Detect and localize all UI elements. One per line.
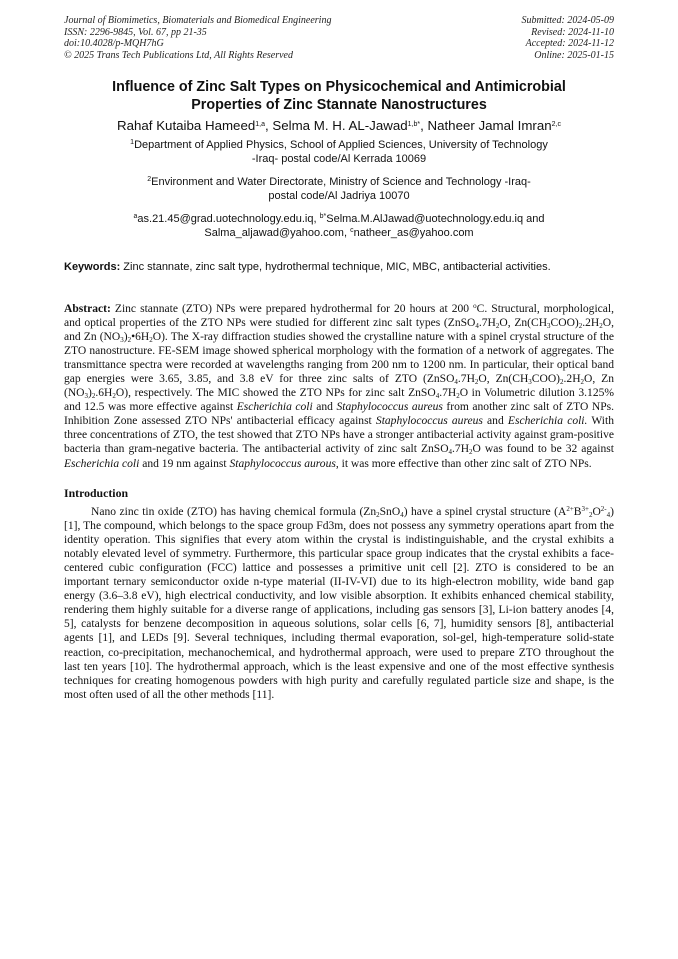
abstract-text: •6H (131, 330, 150, 343)
species-name: Escherichia coli (236, 401, 313, 414)
subscript: 4 (475, 321, 479, 330)
introduction-paragraph (64, 505, 614, 702)
abstract-text: O was found to be 32 against (472, 443, 614, 456)
subscript: 2 (560, 377, 564, 386)
dates-info (522, 15, 615, 61)
abstract-text: .7H (478, 316, 496, 329)
species-name: Staphylococcus aurous (229, 457, 336, 470)
abstract-text: O, Zn(CH (499, 316, 548, 329)
affiliation-2-line-1: Environment and Water Directorate, Ministry of Science and Technology -Iraq- (151, 176, 531, 188)
subscript: 3 (547, 321, 551, 330)
intro-text: ) have a spinel crystal structure (A (403, 505, 567, 518)
author-2-affil: 1,b* (407, 121, 421, 128)
affiliation-1 (64, 138, 614, 166)
subscript: 2 (474, 377, 479, 386)
abstract-text: With three concentrations of ZTO, the test showed that ZTO NPs have a stronger antibacterial activity against gram-positive bacteria than gram-negative bacteria. The antibacterial activity of zinc salt ZnSO (64, 415, 614, 456)
email-c[interactable]: natheer_as@yahoo.com (353, 227, 474, 239)
abstract-text: COO) (531, 372, 561, 385)
superscript: 2- (600, 504, 607, 513)
subscript: 4 (400, 510, 404, 519)
abstract-text: and 19 nm against (139, 457, 230, 470)
email-c-mark: c (350, 227, 354, 234)
subscript: 2 (578, 321, 583, 330)
intro-text: B (573, 505, 582, 518)
introduction-heading: Introduction (64, 485, 129, 500)
abstract-text: O in Volumetric dilution 3.125% and 12.5 was more effective against (64, 387, 614, 414)
abstract-text: O, Zn (NO (64, 372, 615, 400)
subscript: 2 (376, 510, 380, 519)
subscript: 4 (435, 392, 440, 401)
species-name: Staphylococcus aureus (336, 401, 443, 414)
subscript: 2 (112, 392, 116, 401)
subscript: 2 (495, 321, 500, 330)
subscript: 3 (84, 392, 89, 401)
abstract-text: .6H (95, 387, 113, 400)
author-1: Rahaf Kutaiba Hameed (117, 118, 256, 133)
title-line-2: Properties of Zinc Stannate Nanostructures (191, 96, 487, 113)
subscript: 2 (580, 377, 585, 386)
author-3: Natheer Jamal Imran (427, 118, 552, 133)
keywords (64, 261, 614, 275)
affiliation-2 (64, 175, 614, 203)
subscript: 4 (454, 377, 458, 386)
author-emails (64, 212, 614, 240)
date-accepted: Accepted: 2024-11-12 (525, 38, 614, 49)
affiliation-1-line-1: Department of Applied Physics, School of Applied Sciences, University of Technology (134, 139, 548, 151)
affiliation-2-line-2: postal code/Al Jadriya 10070 (268, 190, 410, 202)
abstract-text: .2H (563, 372, 581, 385)
keywords-label: Keywords: (64, 261, 121, 273)
abstract-label: Abstract: (64, 302, 111, 315)
abstract-text: O). The X-ray diffraction studies showed the crystalline nature with a spinel crystal structure of the ZTO nanostructure. FE-SEM image showed spherical morphology with the formation of a network of aggregates. The transmittance spectra were recorded at wavelengths ranging from 200 nm to 1200 nm. In particular, their optical band gap energies were 3.65, 3.85, and 3.8 eV for three zinc salts of ZTO (ZnSO (64, 330, 614, 385)
author-list (64, 117, 614, 134)
subscript: 2 (588, 510, 593, 519)
abstract-text: , it was more effective than other zinc salt of ZTO NPs. (335, 457, 592, 470)
intro-text: ) [1], The compound, which belongs to the space group Fd3m, does not possess any symmetry operations apart from the identity operation. This signifies that every atom within the crystal is indistinguishable, and the crystal exhibits a notably elevated level of symmetry. Furthermore, this particular space group indicates that the crystal exhibits a face-centered cubic configuration (FCC) lattice and possesses a primitive unit cell [2]. ZTO is considered to be an important ternary semiconductor oxide n-type material (II-IV-VI) due to its high-electron mobility, wide band gap energy (3.6–3.8 eV), high electrical conductivity, and low visible absorption. It exhibits enhanced chemical stability, rendering them highly suitable for a diverse range of applications, including gas sensors [3], Li-ion battery anodes [4, 5], catalysts for benzene decomposition in aqueous solutions, solar cells [6, 7], humidity sensors [8], antibacterial agents [1], and LEDs [9]. Several techniques, including thermal evaporation, sol-gel, high-temperature solid-state reaction, co-precipitation, mechanochemical, and hydrothermal approach, were used to prepare ZTO throughout the last ten years [10]. The hydrothermal approach, which is the least expensive and one of the most effective synthesis techniques for creating homogenous powders with high purity and carefully regulated particle size and shape, is the most often used of all the other methods [11]. (64, 505, 614, 701)
intro-text: O (592, 505, 601, 518)
degree-mark: o (473, 301, 477, 310)
author-sep: , (420, 118, 428, 133)
abstract-text: .7H (457, 372, 475, 385)
intro-text: SnO (379, 505, 401, 518)
journal-issn: ISSN: 2296-9845, Vol. 67, pp 21-35 (64, 26, 207, 38)
subscript: 4 (606, 510, 611, 519)
abstract-text: O), respectively. The MIC showed the ZTO NPs for zinc salt ZnSO (115, 387, 436, 400)
abstract-text: O, Zn(CH (478, 372, 529, 385)
abstract-text: C. Structural, morphological, and optical properties of the ZTO NPs were studied for different zinc salt types (ZnSO (64, 302, 614, 329)
subscript: 2 (127, 335, 132, 344)
subscript: 4 (448, 448, 453, 457)
date-revised: Revised: 2024-11-10 (531, 26, 614, 38)
abstract-text: COO) (550, 316, 579, 329)
subscript: 2 (456, 392, 460, 401)
species-name: Escherichia coli. (507, 415, 588, 428)
email-b[interactable]: Selma.M.AlJawad@uotechnology.edu.iq and (326, 213, 545, 225)
abstract-text: .7H (439, 387, 457, 400)
subscript: 2 (149, 335, 153, 344)
superscript: 3+ (581, 504, 589, 513)
abstract (64, 302, 614, 471)
subscript: 2 (91, 392, 96, 401)
intro-text: Nano zinc tin oxide (ZTO) has having chemical formula (Zn (91, 505, 377, 518)
journal-info (64, 15, 331, 61)
subscript: 2 (469, 448, 473, 457)
affiliation-1-line-2: -Iraq- postal code/Al Kerrada 10069 (251, 153, 427, 165)
email-b-alt[interactable]: Salma_aljawad@yahoo.com, (204, 227, 351, 239)
abstract-text: O, and Zn (NO (64, 316, 614, 343)
paper-page (64, 15, 614, 702)
subscript: 3 (120, 335, 124, 344)
abstract-text: .2H (582, 316, 600, 329)
species-name: Escherichia coli (64, 457, 140, 470)
journal-copyright: © 2025 Trans Tech Publications Ltd, All Rights Reserved (64, 49, 293, 61)
author-sep: , (264, 118, 273, 133)
superscript: 2+ (566, 504, 574, 513)
title-line-1: Influence of Zinc Salt Types on Physicochemical and Antimicrobial (112, 79, 566, 95)
affiliation-1-number: 1 (130, 139, 135, 146)
email-a-mark: a (133, 213, 138, 220)
affiliation-2-number: 2 (147, 176, 152, 183)
paper-title (64, 79, 614, 114)
email-a[interactable]: as.21.45@grad.uotechnology.edu.iq, (137, 213, 320, 225)
abstract-text: and (482, 415, 508, 428)
journal-header (64, 15, 614, 61)
author-1-affil: 1,a (255, 121, 265, 128)
species-name: Staphylococcus aureus (375, 415, 483, 428)
author-3-affil: 2,c (551, 121, 561, 128)
abstract-text: ) (88, 387, 92, 400)
abstract-text: Zinc stannate (ZTO) NPs were prepared hydrothermal for 20 hours at 200 (110, 302, 474, 315)
journal-doi[interactable]: doi:10.4028/p-MQH7hG (64, 38, 164, 49)
abstract-text: and (312, 401, 337, 414)
date-online: Online: 2025-01-15 (534, 49, 614, 61)
journal-name: Journal of Biomimetics, Biomaterials and Biomedical Engineering (64, 15, 332, 26)
keywords-text: Zinc stannate, zinc salt type, hydrothermal technique, MIC, MBC, antibacterial activities. (120, 261, 551, 273)
abstract-text: ) (123, 330, 128, 343)
subscript: 3 (528, 377, 532, 386)
email-b-mark: b* (319, 213, 327, 220)
subscript: 2 (599, 321, 603, 330)
abstract-text: from another zinc salt of ZTO NPs. Inhibition Zone assessed ZTO NPs' antibacterial efficacy against (64, 401, 614, 428)
author-2: Selma M. H. AL-Jawad (272, 118, 408, 133)
date-submitted: Submitted: 2024-05-09 (521, 15, 614, 26)
abstract-text: .7H (452, 443, 470, 456)
